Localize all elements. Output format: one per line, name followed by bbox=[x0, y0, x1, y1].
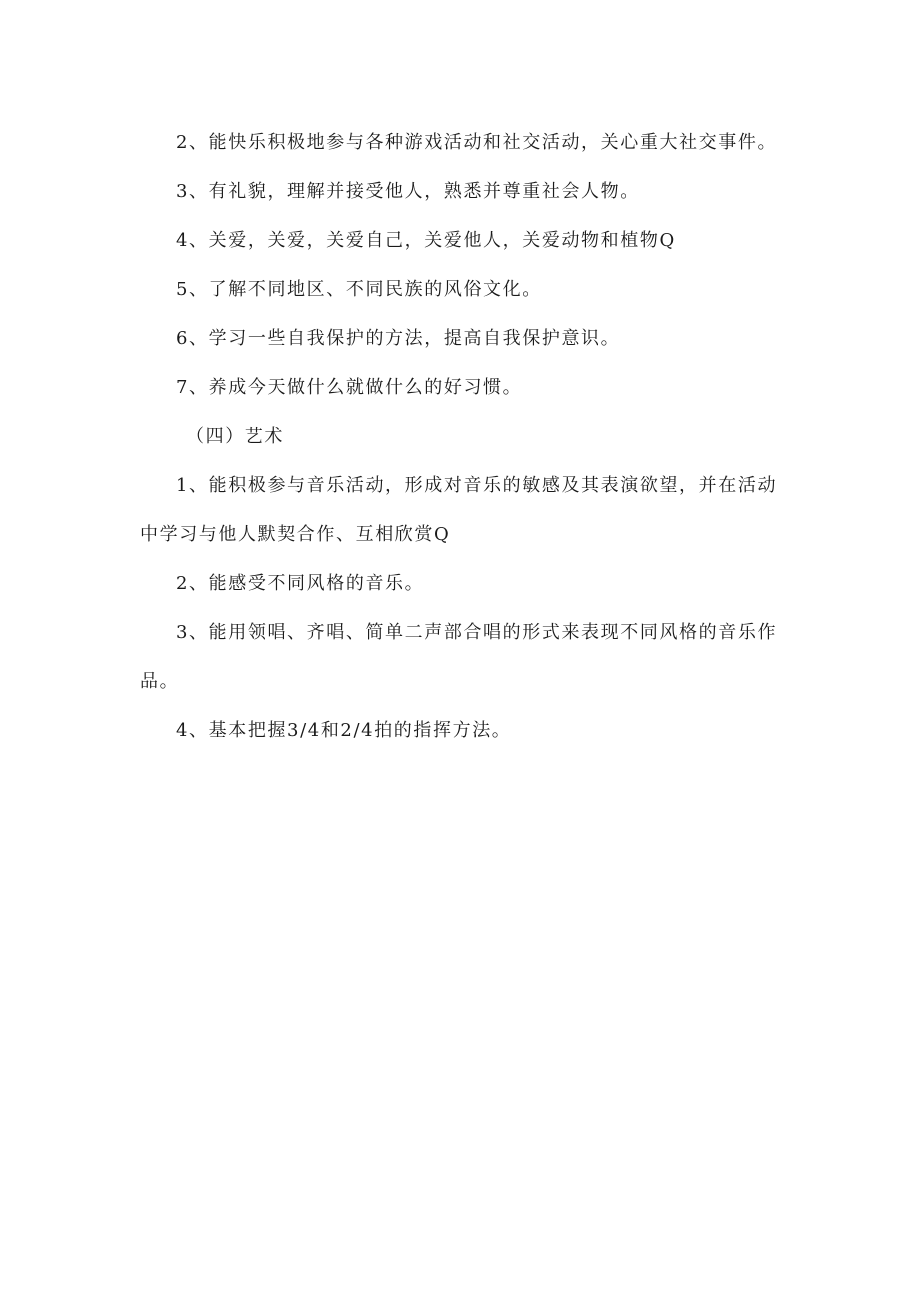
paragraph-social-6: 6、学习一些自我保护的方法，提高自我保护意识。 bbox=[176, 328, 621, 349]
paragraph-art-2: 2、能感受不同风格的音乐。 bbox=[176, 573, 425, 594]
paragraph-social-7: 7、养成今天做什么就做什么的好习惯。 bbox=[176, 377, 523, 398]
paragraph-social-2: 2、能快乐积极地参与各种游戏活动和社交活动，关心重大社交事件。 bbox=[176, 132, 778, 153]
paragraph-art-3: 3、能用领唱、齐唱、简单二声部合唱的形式来表现不同风格的音乐作品。 bbox=[140, 622, 778, 692]
paragraph-art-1: 1、能积极参与音乐活动，形成对音乐的敏感及其表演欲望，并在活动中学习与他人默契合作、互相欣赏Q bbox=[140, 475, 778, 545]
paragraph-social-3: 3、有礼貌，理解并接受他人，熟悉并尊重社会人物。 bbox=[176, 181, 640, 202]
paragraph-social-4: 4、关爱，关爱，关爱自己，关爱他人，关爱动物和植物Q bbox=[176, 230, 676, 251]
section-heading-art: （四）艺术 bbox=[186, 426, 284, 447]
paragraph-social-5: 5、了解不同地区、不同民族的风俗文化。 bbox=[176, 279, 542, 300]
paragraph-art-4: 4、基本把握3/4和2/4拍的指挥方法。 bbox=[176, 720, 512, 741]
document-body bbox=[140, 118, 780, 755]
